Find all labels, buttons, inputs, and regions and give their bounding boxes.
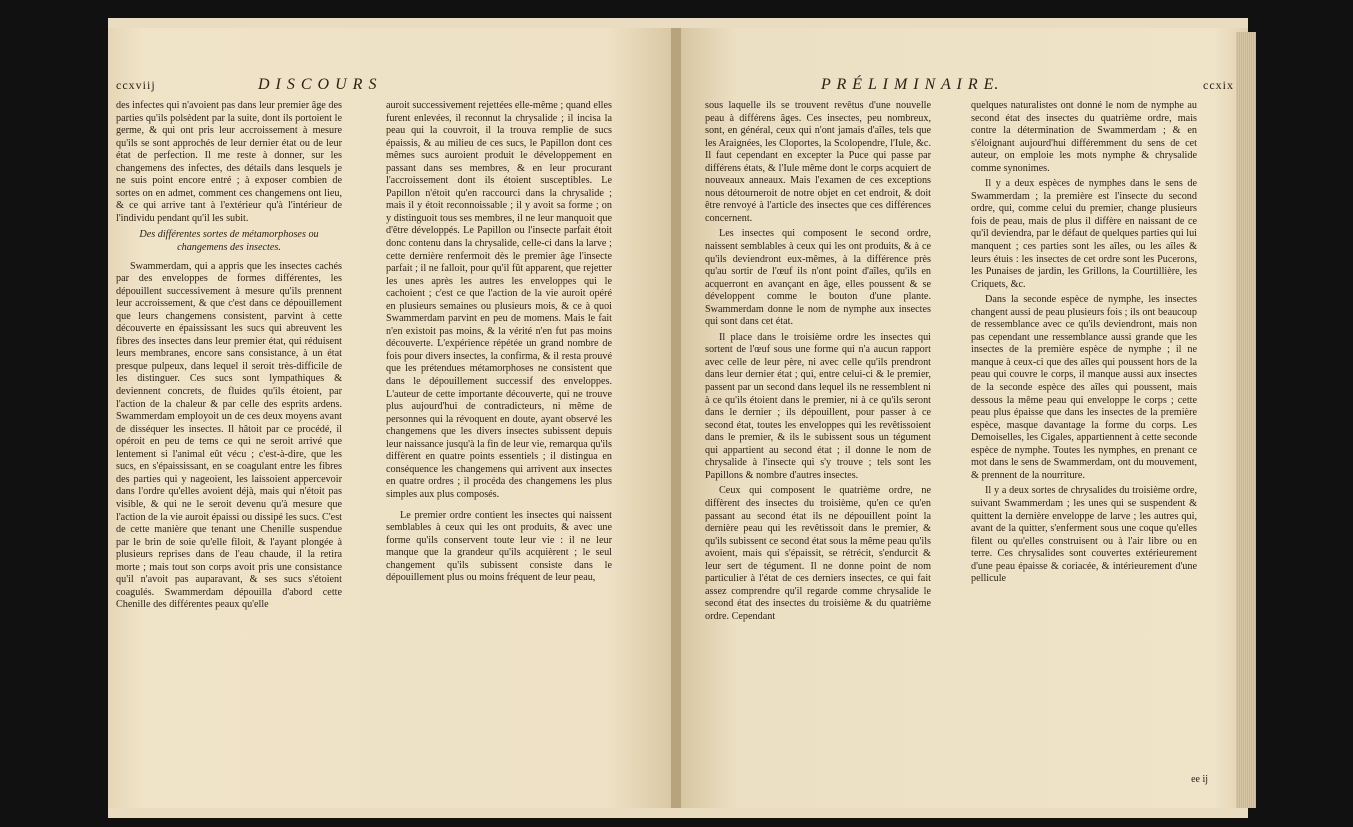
paragraph: Swammerdam, qui a appris que les insectes cachés par des enveloppes de formes différentes, les dépouillent successivement à mesure qu'ils prennent leur accroissement, & que c'est dans ce dépouillement que leurs changemens consistent, parvint à cette découverte en épaississant les sucs qui abreuvent les fibres des insectes dans leur premier état, qui réduisent leurs membranes, encore sans consistance, à un état presque pulpeux, dans lequel il seroit très-difficile de les distinguer. Ces sucs sont lympathiques & deviennent concrets, de fluides qu'ils étoient, par l'action de la chaleur & par celle des esprits ardens. Swammerdam employoit un de ces deux moyens avant de disséquer les insectes. Il hâtoit par ce procédé, il opéroit en peu de tems ce qui ne seroit arrivé que lentement si l'animal eût vécu ; c'est-à-dire, que les sucs, en s'épaississant, en se coagulant entre les fibres des parties qui y nageoient, les laissoient appercevoir dans l'ordre qu'elles avoient déjà, mais qui n'étoit pas visible, & qui ne le seroit devenu qu'à mesure que l'action de la vie auroit épaissi ou dissipé les sucs. C'est de cette manière que tenant une Chenille suspendue par le brin de soie qu'elle filoit, & l'ayant plongée à plusieurs reprises dans de l'eau chaude, il la retira morte ; mais tout son corps avoit pris une consistance qu'il n'avoit pas auparavant, & ses sucs s'étoient coagulés. Swammerdam dépouilla d'abord cette Chenille des différentes peaux qu'elle — [116, 260, 342, 611]
left-column-1 — [116, 100, 342, 615]
right-column-1 — [705, 100, 931, 626]
signature-mark: ee ij — [1191, 774, 1208, 785]
paragraph: auroit successivement rejettées elle-même ; quand elles furent enlevées, il reconnut la chrysalide ; il incisa la peau qui la couvroit, il la trouva remplie de sucs épaissis, & au milieu de ces sucs, le Papillon dont ces mêmes sucs auroient produit le développement en passant dans ses membres, & en leur procurant l'accroissement dont ils étoient susceptibles. Le Papillon n'étoit qu'en raccourci dans la chrysalide ; mais il y étoit reconnoissable ; il y avoit sa forme ; on y distinguoit tous ses membres, il ne leur manquoit que d'être développés. Le Papillon ou l'insecte parfait étoit donc contenu dans la chrysalide, celle-ci dans la larve ; cette dernière renfermoit dès le premier âge l'insecte parfait ; il ne falloit, pour qu'il fût apparent, que rejetter les unes après les autres les enveloppes qui le cachoient ; c'est ce que l'action de la vie auroit opéré en plusieurs semaines ou plusieurs mois, & ce à quoi Swammerdam parvint en peu de momens. Mais le fait n'en existoit pas moins, & la vérité n'en fut pas moins découverte. L'expérience répétée un grand nombre de fois pour divers insectes, la confirma, & il resta prouvé que les prétendues métamorphoses ne consistent que dans le dépouillement successif des enveloppes. L'auteur de cette importante découverte, qui ne trouve plus aujourd'hui de contradicteurs, ni même de personnes qui la révoquent en doute, ayant observé les changemens que les divers insectes subissent depuis leur naissance jusqu'à la fin de leur vie, remarqua qu'ils diffèrent en quatre points essentiels ; il distingua en conséquence les changemens qui arrivent aux insectes en quatre ordres ; il procéda des changemens les plus simples aux plus composés. — [386, 100, 612, 500]
paragraph: Le premier ordre contient les insectes qui naissent semblables à ceux qui les ont produits, & avec une forme qu'ils conservent toute leur vie : il ne leur manque que la grandeur qu'ils acquièrent ; le seul changement qu'ils subissent consiste dans le dépouillement plus ou moins fréquent de leur peau, — [386, 509, 612, 584]
paragraph: Dans la seconde espèce de nymphe, les insectes changent aussi de peau plusieurs fois ; ils ont beaucoup de ressemblance avec ce qu'ils deviendront, mais non pas cependant une ressemblance aussi grande que les insectes de la première espèce de nymphe ; il ne manque à ceux-ci que des aîles qui poussent hors de la peau qui couvre le corps, il manque aussi aux insectes de la seconde espèce des aîles qui poussent, mais dessous la même peau qui enveloppe le corps ; cette peau plus épaisse que dans les insectes de la première espèce, masque davantage la forme du corps. Les Demoiselles, les Cigales, appartiennent à cette seconde espèce de nymphe. Toutes les nymphes, en prenant ce mot dans le sens de Swammerdam, ont du mouvement, & prennent de la nourriture. — [971, 294, 1197, 481]
left-page-number: ccxviij — [116, 78, 156, 92]
open-book — [108, 18, 1248, 818]
paragraph: Ceux qui composent le quatrième ordre, ne diffèrent des insectes du troisième, qu'en ce qu'en passant au second état ils ne dépouillent point la dernière peau qui les revêtissoit dans le premier, & qu'ils subissent ce second état sous la même peau qu'ils avoient, mais qui s'épaissit, se rétrécit, s'endurcit & leur sert de tégument. Il ne donne point de nom particulier à l'état de ces derniers insectes, ce qui fait assez comprendre qu'il regarde comme chrysalide le second état des insectes du troisième & du quatrième ordre. Cependant — [705, 485, 931, 622]
page-edges — [1236, 32, 1256, 808]
right-running-title: P R É L I M I N A I R E. — [821, 76, 1000, 93]
paragraph: quelques naturalistes ont donné le nom de nymphe au second état des insectes du quatrième ordre, mais contre la détermination de Swammerdam ; & en s'éloignant aujourd'hui différemment du sens de cet auteur, on emploie les mots nymphe & chrysalide comme synonimes. — [971, 100, 1197, 174]
paragraph: Il place dans le troisième ordre les insectes qui sortent de l'œuf sous une forme qui n'a aucun rapport avec celle de leur père, ni avec celle qu'ils prendront dans leur dernier état ; qui, entre celui-ci & le premier, passent par un second dans lequel ils ne ressemblent ni à ce qu'ils étoient dans le premier, ni à ce qu'ils seront dans le dernier ; ils dépouillent, pour passer à ce second état, toutes les enveloppes qui les revêtissoient dans le premier, & ils le subissent sous un tégument qui appartient au second état ; il donne le nom de chrysalide à l'insecte qui s'y trouve ; tels sont les Papillons & nombre d'autres insectes. — [705, 331, 931, 481]
right-page — [681, 28, 1248, 808]
paragraph: des infectes qui n'avoient pas dans leur premier âge des parties qu'ils polsèdent par la suite, dont ils portoient le germe, & qui ont pris leur accroissement à mesure qu'ils se sont approchés de leur dernier état ou de leur état de perfection. Il me reste à donner, sur les changemens des infectes, des détails dans lesquels je ne suis point encore entré ; à exposer combien de sortes on en admet, comment ces changemens ont lieu, & ce qui arrive tant à l'extérieur qu'à l'intérieur de l'individu pendant qu'il les subit. — [116, 100, 342, 224]
paragraph: Il y a deux espèces de nymphes dans le sens de Swammerdam ; la première est l'insecte du second ordre, qui, comme celui du premier, change plusieurs fois de peau, mais de plus il diffère en naissant de ce qu'il deviendra, par le défaut de quelques parties qui lui manquent ; ces parties sont les aîles, ou les aîles & leurs étuis : les insectes de cet ordre sont les Pucerons, les Punaises de jardin, les Grillons, la Courtillière, les Criquets, &c. — [971, 178, 1197, 290]
paragraph: sous laquelle ils se trouvent revêtus d'une nouvelle peau à différens âges. Ces insectes, peu nombreux, sont, en général, ceux qui n'ont jamais d'aîles, tels que les Araignées, les Cloportes, la Scolopendre, l'Iule, &c. Il faut cependant en excepter la Puce qui passe par différens états, & l'Iule même dont le corps acquiert de nouveaux anneaux. Mais l'examen de ces exceptions nous détourneroit de notre objet en cet endroit, & doit être renvoyé à l'article des insectes que ces différences concernent. — [705, 100, 931, 224]
left-running-title: D I S C O U R S — [258, 76, 378, 93]
section-subheading: Des différentes sortes de métamorphoses ou changemens des insectes. — [139, 229, 319, 254]
right-column-2 — [971, 100, 1197, 589]
left-column-2 — [386, 100, 612, 588]
paragraph: Il y a deux sortes de chrysalides du troisième ordre, suivant Swammerdam ; les unes qui se suspendent & quittent la dernière enveloppe de larve ; les autres qui, avant de la quitter, s'enferment sous une coque qu'elles filent ou qu'elles construisent ou à l'air libre ou en terre. Ces chrysalides sont couvertes extérieurement d'une peau épaisse & coriacée, & intérieurement d'une pellicule — [971, 485, 1197, 585]
paragraph: Les insectes qui composent le second ordre, naissent semblables à ceux qui les ont produits, & à ce qu'ils deviendront eux-mêmes, à la différence près qu'au sortir de l'œuf ils n'ont point d'aîles, qu'ils en acquerront en avançant en âge, elles poussent & se développent comme le bouton d'une plante. Swammerdam donne le nom de nymphe aux insectes qui sont dans cet état. — [705, 228, 931, 328]
right-page-number: ccxix — [1203, 78, 1234, 92]
left-page — [108, 28, 675, 808]
